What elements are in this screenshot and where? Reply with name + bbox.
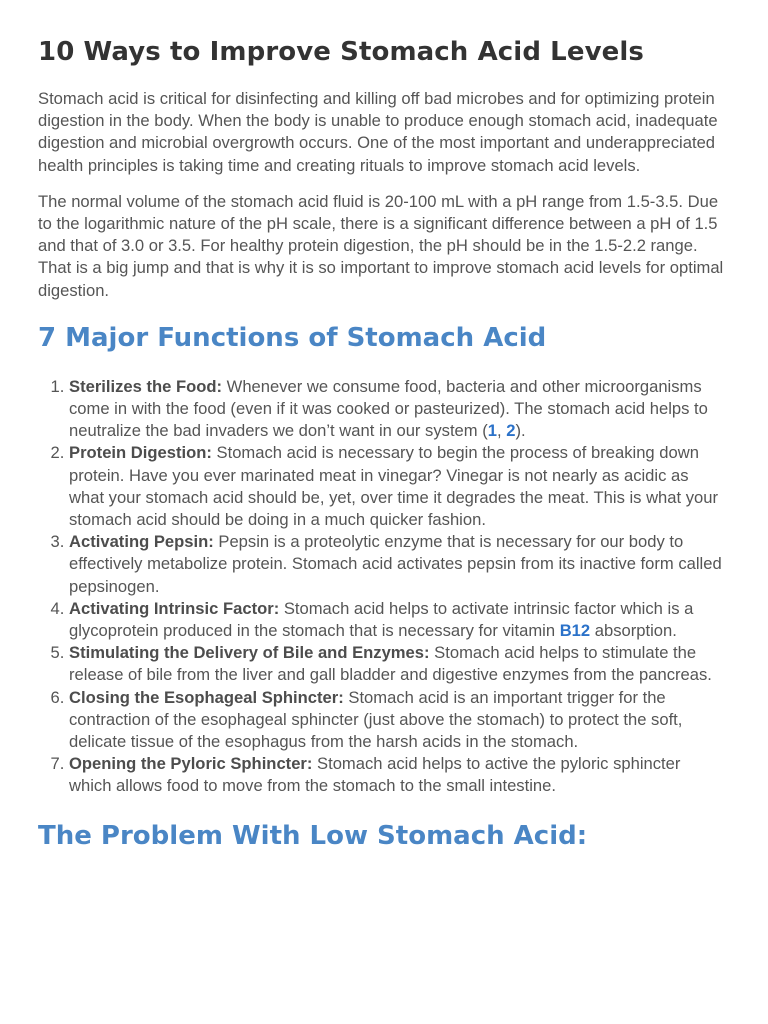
list-item-text: Stomach acid helps to active the pyloric sphincter which allows food to move from the stomach to the small intestine.	[69, 754, 681, 796]
intro-paragraph-2: The normal volume of the stomach acid fluid is 20-100 mL with a pH range from 1.5-3.5. Due to the logarithmic nature of the pH scale, there is a significant difference between a pH of 1.5 and that of 3.0 or 3.5. For healthy protein digestion, the pH should be in the 1.5-2.2 range. That is a big jump and that is why it is so important to improve stomach acid levels for optimal digestion.	[38, 191, 724, 300]
list-item	[69, 442, 726, 531]
list-item-term: Stimulating the Delivery of Bile and Enzymes:	[69, 643, 430, 663]
list-item-text: Pepsin is a proteolytic enzyme that is necessary for our body to effectively metabolize protein. Stomach acid activates pepsin from its inactive form called pepsinogen.	[69, 532, 722, 596]
section-heading-functions: 7 Major Functions of Stomach Acid	[38, 322, 547, 353]
section-heading-low-acid: The Problem With Low Stomach Acid:	[38, 820, 588, 851]
page-title: 10 Ways to Improve Stomach Acid Levels	[38, 37, 644, 67]
list-item-separator: ,	[496, 421, 507, 441]
reference-link-2[interactable]: 2	[506, 421, 516, 441]
list-item-term: Protein Digestion:	[69, 443, 212, 463]
list-item-text: Stomach acid helps to stimulate the release of bile from the liver and gall bladder and digestive enzymes from the pancreas.	[69, 643, 712, 685]
list-item-term: Sterilizes the Food:	[69, 376, 223, 396]
list-item-term: Closing the Esophageal Sphincter:	[69, 687, 344, 707]
list-item	[69, 531, 726, 598]
list-item-text: Stomach acid is necessary to begin the process of breaking down protein. Have you ever marinated meat in vinegar? Vinegar is not nearly as acidic as what your stomach acid should be, yet, over time it degrades the meat. This is what your stomach acid should be doing in a much quicker fashion.	[69, 443, 719, 530]
list-item-term: Activating Intrinsic Factor:	[69, 598, 280, 618]
b12-link[interactable]: B12	[559, 621, 591, 641]
list-item	[69, 376, 726, 443]
list-item-text: Stomach acid helps to activate intrinsic factor which is a glycoprotein produced in the stomach that is necessary for vitamin	[69, 598, 694, 641]
list-item-text: Stomach acid is an important trigger for the contraction of the esophageal sphincter (just above the stomach) to protect the soft, delicate tissue of the esophagus from the harsh acids in the stomach.	[69, 687, 683, 752]
list-item	[69, 753, 726, 797]
list-item-term: Opening the Pyloric Sphincter:	[69, 754, 313, 774]
list-item	[69, 687, 726, 754]
list-item	[69, 598, 726, 642]
intro-paragraph-1: Stomach acid is critical for disinfecting and killing off bad microbes and for optimizing protein digestion in the body. When the body is unable to produce enough stomach acid, inadequate digestion and microbial overgrowth occurs. One of the most important and underappreciated health principles is taking time and creating rituals to improve stomach acid levels.	[38, 89, 718, 175]
functions-list	[38, 376, 726, 798]
list-item-tail: ).	[515, 421, 526, 441]
reference-link-1[interactable]: 1	[487, 421, 497, 441]
list-item	[69, 642, 726, 686]
list-item-term: Activating Pepsin:	[69, 532, 214, 552]
list-item-text: Whenever we consume food, bacteria and other microorganisms come in with the food (even if it was cooked or pasteurized). The stomach acid helps to neutralize the bad invaders we don’t want in our system (	[69, 376, 708, 441]
list-item-tail: absorption.	[590, 621, 677, 641]
